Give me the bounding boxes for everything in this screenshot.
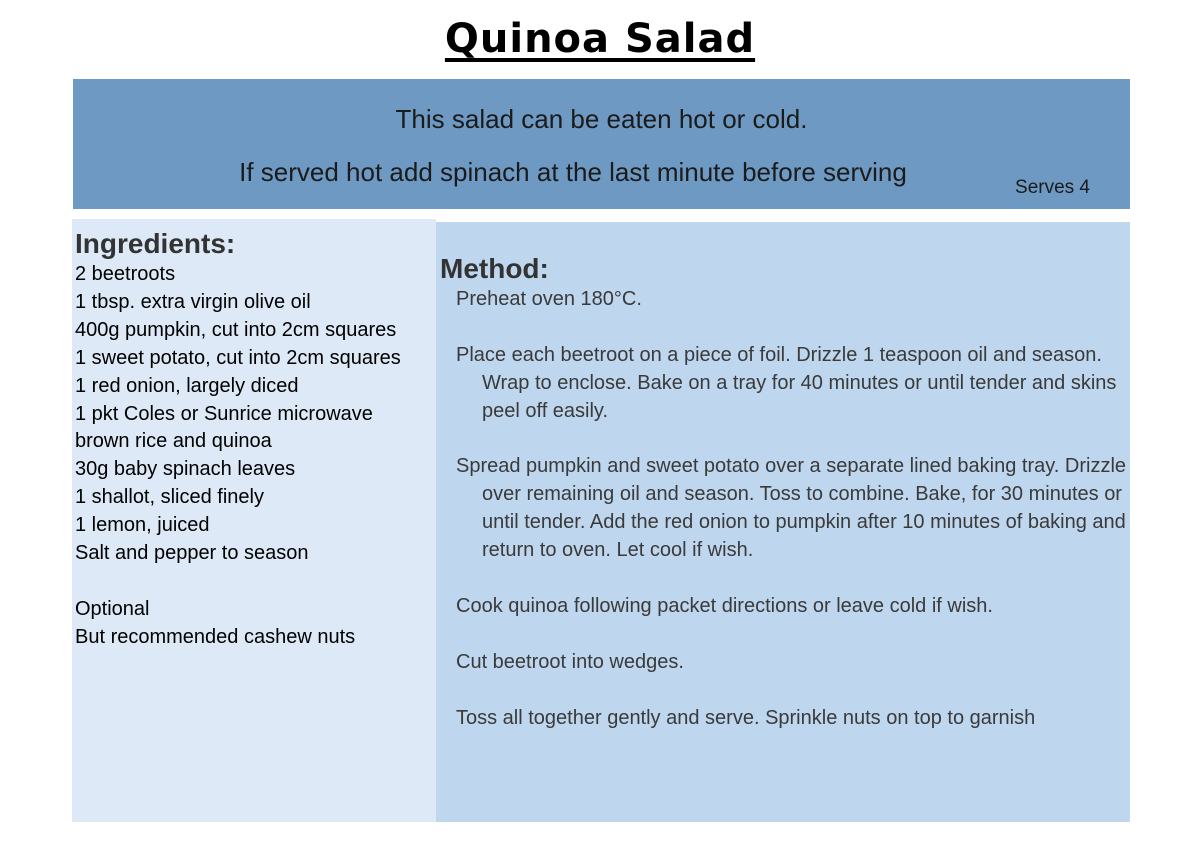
ingredients-heading: Ingredients: xyxy=(75,228,236,259)
ingredient-item: 1 sweet potato, cut into 2cm squares xyxy=(75,346,401,369)
ingredient-item: 1 tbsp. extra virgin olive oil xyxy=(75,290,311,313)
ingredients-panel xyxy=(72,219,436,822)
intro-banner xyxy=(73,79,1130,209)
method-panel xyxy=(436,222,1130,822)
list-spacer xyxy=(75,568,435,596)
banner-note-spinach: If served hot add spinach at the last minute before serving xyxy=(239,157,907,187)
method-heading: Method: xyxy=(440,253,549,284)
optional-label: Optional xyxy=(75,597,150,620)
ingredient-item: Salt and pepper to season xyxy=(75,542,309,565)
method-step: Spread pumpkin and sweet potato over a separate lined baking tray. Drizzle over remaining oil and season. Toss to combine. Bake, for 30 minutes or until tender. Add the red onion to pumpkin after 10 minutes of baking and return to oven. Let cool if wish. xyxy=(456,455,1127,562)
method-steps xyxy=(456,286,1128,760)
method-step: Place each beetroot on a piece of foil. Drizzle 1 teaspoon oil and season. Wrap to enclose. Bake on a tray for 40 minutes or until tender and skins peel off easily. xyxy=(456,343,1117,422)
method-step: Toss all together gently and serve. Sprinkle nuts on top to garnish xyxy=(456,706,1036,729)
ingredient-item: brown rice and quinoa xyxy=(75,430,272,453)
ingredient-item: 400g pumpkin, cut into 2cm squares xyxy=(75,318,397,341)
recipe-title xyxy=(0,12,1200,66)
serves-count: Serves 4 xyxy=(1015,177,1090,198)
ingredient-item: 30g baby spinach leaves xyxy=(75,458,296,481)
recipe-title-text: Quinoa Salad xyxy=(444,16,756,62)
banner-note-hot-cold: This salad can be eaten hot or cold. xyxy=(395,104,808,134)
ingredient-item: 1 shallot, sliced finely xyxy=(75,486,264,509)
method-step: Cut beetroot into wedges. xyxy=(456,650,684,673)
ingredient-item: 1 lemon, juiced xyxy=(75,514,210,537)
method-step: Cook quinoa following packet directions or leave cold if wish. xyxy=(456,594,993,617)
ingredient-item: 2 beetroots xyxy=(75,263,176,285)
ingredients-list xyxy=(75,261,435,652)
ingredient-item: 1 pkt Coles or Sunrice microwave xyxy=(75,402,373,425)
ingredient-item: 1 red onion, largely diced xyxy=(75,374,299,397)
optional-ingredient: But recommended cashew nuts xyxy=(75,625,356,648)
method-step: Preheat oven 180°C. xyxy=(456,288,642,310)
